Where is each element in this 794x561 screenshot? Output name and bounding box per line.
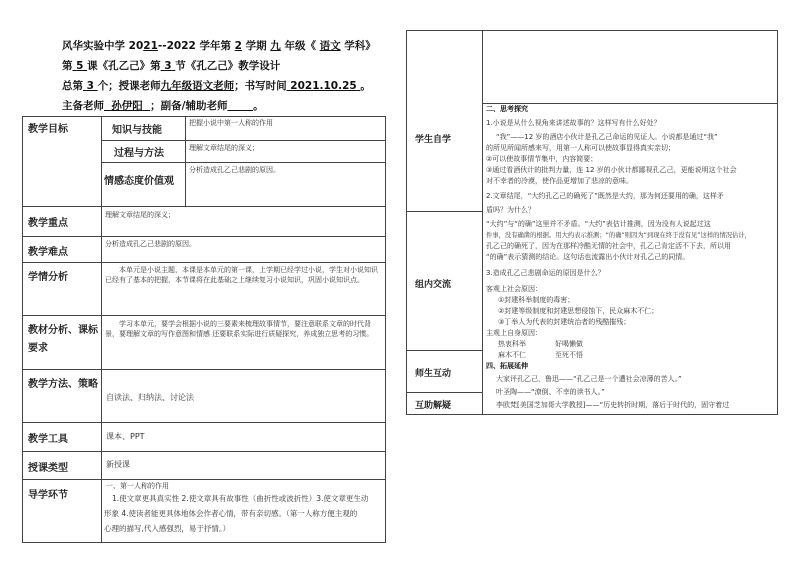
group-discussion-label: 组内交流 bbox=[415, 280, 452, 290]
guide-line-2: 形象 4.使读者能更具体地体会作者心情，带有亲切感。（第一人称方便主观的 bbox=[104, 509, 358, 518]
answer-1-line-2: 的所见所闻所感来写，用第一人称可以使故事显得真实亲切； bbox=[486, 144, 675, 152]
type-label: 授课类型 bbox=[28, 463, 68, 474]
analysis-text: 本单元是小说主题，本课是本单元的第一课，上学期已经学过小说，学生对小说知识已经有了基本的把握，本节课将在此基础之上继续复习小说知识，巩固小说知识点。 bbox=[105, 266, 378, 284]
analysis-label: 学情分析 bbox=[28, 272, 68, 283]
guide-label: 导学环节 bbox=[28, 490, 68, 501]
question-3: 3.造成孔乙己悲剧命运的原因是什么？ bbox=[486, 269, 605, 277]
answer-3-line-2: ①封建科举制度的毒害； bbox=[498, 296, 575, 304]
answer-3-line-3: ②封建等级制度和封建思想侵蚀下，民众麻木不仁； bbox=[498, 307, 659, 315]
answer-3-trait-4: 至死不悟 bbox=[555, 351, 583, 359]
question-1: 1.小说是从什么视角来讲述故事的？这样写有什么好处？ bbox=[486, 119, 661, 127]
answer-2-line-1: “大约”与“的确”这里并不矛盾。“大约”表估计推测，因为没有人说起过这 bbox=[486, 220, 711, 228]
section-4-title: 四、拓展延伸 bbox=[486, 362, 528, 370]
goal-label: 教学目标 bbox=[28, 124, 68, 135]
header-line-2: 第 5 课《孔乙己》第 3 节《孔乙己》教学设计 bbox=[62, 60, 281, 72]
process-label: 过程与方法 bbox=[114, 148, 164, 159]
teacher-student-label: 师生互动 bbox=[415, 369, 452, 379]
header-line-4: 主备老师 孙伊阳 ；副备/辅助老师 。 bbox=[62, 100, 264, 112]
answer-1-line-4: ③通过看酒伙计的批判力量，连 12 岁的小伙计都鄙视孔乙己，更能说明这个社会 bbox=[486, 166, 737, 174]
self-study-label: 学生自学 bbox=[415, 135, 452, 145]
question-2-line-2: 盾吗？为什么？ bbox=[486, 206, 535, 214]
answer-3-trait-2: 好喝懒做 bbox=[555, 340, 583, 348]
tools-text: 课本、PPT bbox=[106, 432, 145, 441]
answer-1-line-1: “我”——12 岁的酒店小伙计是孔乙己命运的见证人。小说都是通过“我” bbox=[496, 133, 718, 141]
answer-3-trait-3: 麻木不仁 bbox=[498, 351, 526, 359]
answer-2-line-4: “的确”表示猜测的结论。这句话也流露出小伙计对孔乙己的同情。 bbox=[486, 253, 690, 261]
answer-3-trait-1: 热衷科举 bbox=[498, 340, 526, 348]
extension-line-3: 李欧梵[美国芝加哥大学教授]——“历史转折时期，落后于时代的，固守着过 bbox=[496, 401, 730, 409]
material-text: 学习本单元，要学会根据小说的三要素来梳理故事情节，要注意联系文章的时代背景，要理解文章的写作意图和情感 还要联系实际进行质疑探究，养成独立思考的习惯。 bbox=[105, 320, 374, 338]
answer-3-line-5: 主观上自身原因： bbox=[486, 329, 542, 337]
extension-line-1: 大家评孔乙己，鲁迅——“孔乙己是一个遭社会凉薄的苦人。” bbox=[496, 375, 682, 383]
answer-2-line-2: 件事，没有确凿的根据。用大约表示推测；“的确”则因为“到现在终于没有见”这样的情况估计， bbox=[486, 232, 751, 239]
type-text: 新授课 bbox=[106, 460, 130, 469]
answer-2-line-3: 孔乙己的确死了，因为在那样冷酷无情的社会中，孔乙己肯定活不下去，所以用 bbox=[486, 242, 731, 250]
answer-3-line-1: 客观上社会原因： bbox=[486, 285, 542, 293]
header-line-3: 总第 3 个；授课老师九年级语文老师；书写时间 2021.10.25 。 bbox=[62, 80, 371, 92]
question-2-line-1: 2.文章结尾，“大约孔乙己的确死了”既然是大约，那为何还要用的确，这样矛 bbox=[486, 192, 724, 200]
section-2-title: 二、思考探究 bbox=[486, 105, 528, 113]
method-text: 自读法、归纳法、讨论法 bbox=[106, 393, 194, 402]
material-label: 教材分析、课标要求 bbox=[28, 325, 98, 354]
difficult-label: 教学难点 bbox=[28, 247, 68, 258]
method-label: 教学方法、策略 bbox=[28, 379, 98, 390]
answer-1-line-3: ②可以使故事情节集中，内容简要； bbox=[486, 155, 598, 163]
key-text: 理解文章结尾的深义； bbox=[105, 211, 175, 219]
emotion-label: 情感态度价值观 bbox=[104, 176, 174, 187]
extension-line-2: 叶圣陶——“潦倒、不幸的读书人。” bbox=[496, 388, 605, 396]
guide-line-3: 心理的描写,代入感强烈，易于抒情。） bbox=[104, 524, 231, 533]
knowledge-text: 把握小说中第一人称的作用 bbox=[189, 119, 273, 127]
answer-3-line-4: ③丁举人为代表的封建统治者的残酷摧残； bbox=[498, 318, 631, 326]
key-label: 教学重点 bbox=[28, 218, 68, 229]
emotion-text: 分析造成孔乙己悲剧的原因。 bbox=[189, 166, 280, 174]
guide-title: 一、第一人称的作用 bbox=[106, 482, 169, 490]
process-text: 理解文章结尾的深义； bbox=[189, 144, 259, 152]
header-line-1: 风华实验中学 2021--2022 学年第 2 学期 九 年级《 语文 学科》 bbox=[62, 40, 376, 52]
answer-1-line-5: 对不幸者的冷漠，使作品更增加了悲凉的意味。 bbox=[486, 177, 633, 185]
mutual-help-label: 互助解疑 bbox=[415, 401, 452, 411]
tools-label: 教学工具 bbox=[28, 434, 68, 445]
knowledge-label: 知识与技能 bbox=[112, 125, 162, 136]
difficult-text: 分析造成孔乙己悲剧的原因。 bbox=[105, 240, 196, 248]
guide-line-1: 1.使文章更具真实性 2.使文章具有故事性（曲折性或波折性）3.使文章更生动 bbox=[112, 494, 369, 503]
